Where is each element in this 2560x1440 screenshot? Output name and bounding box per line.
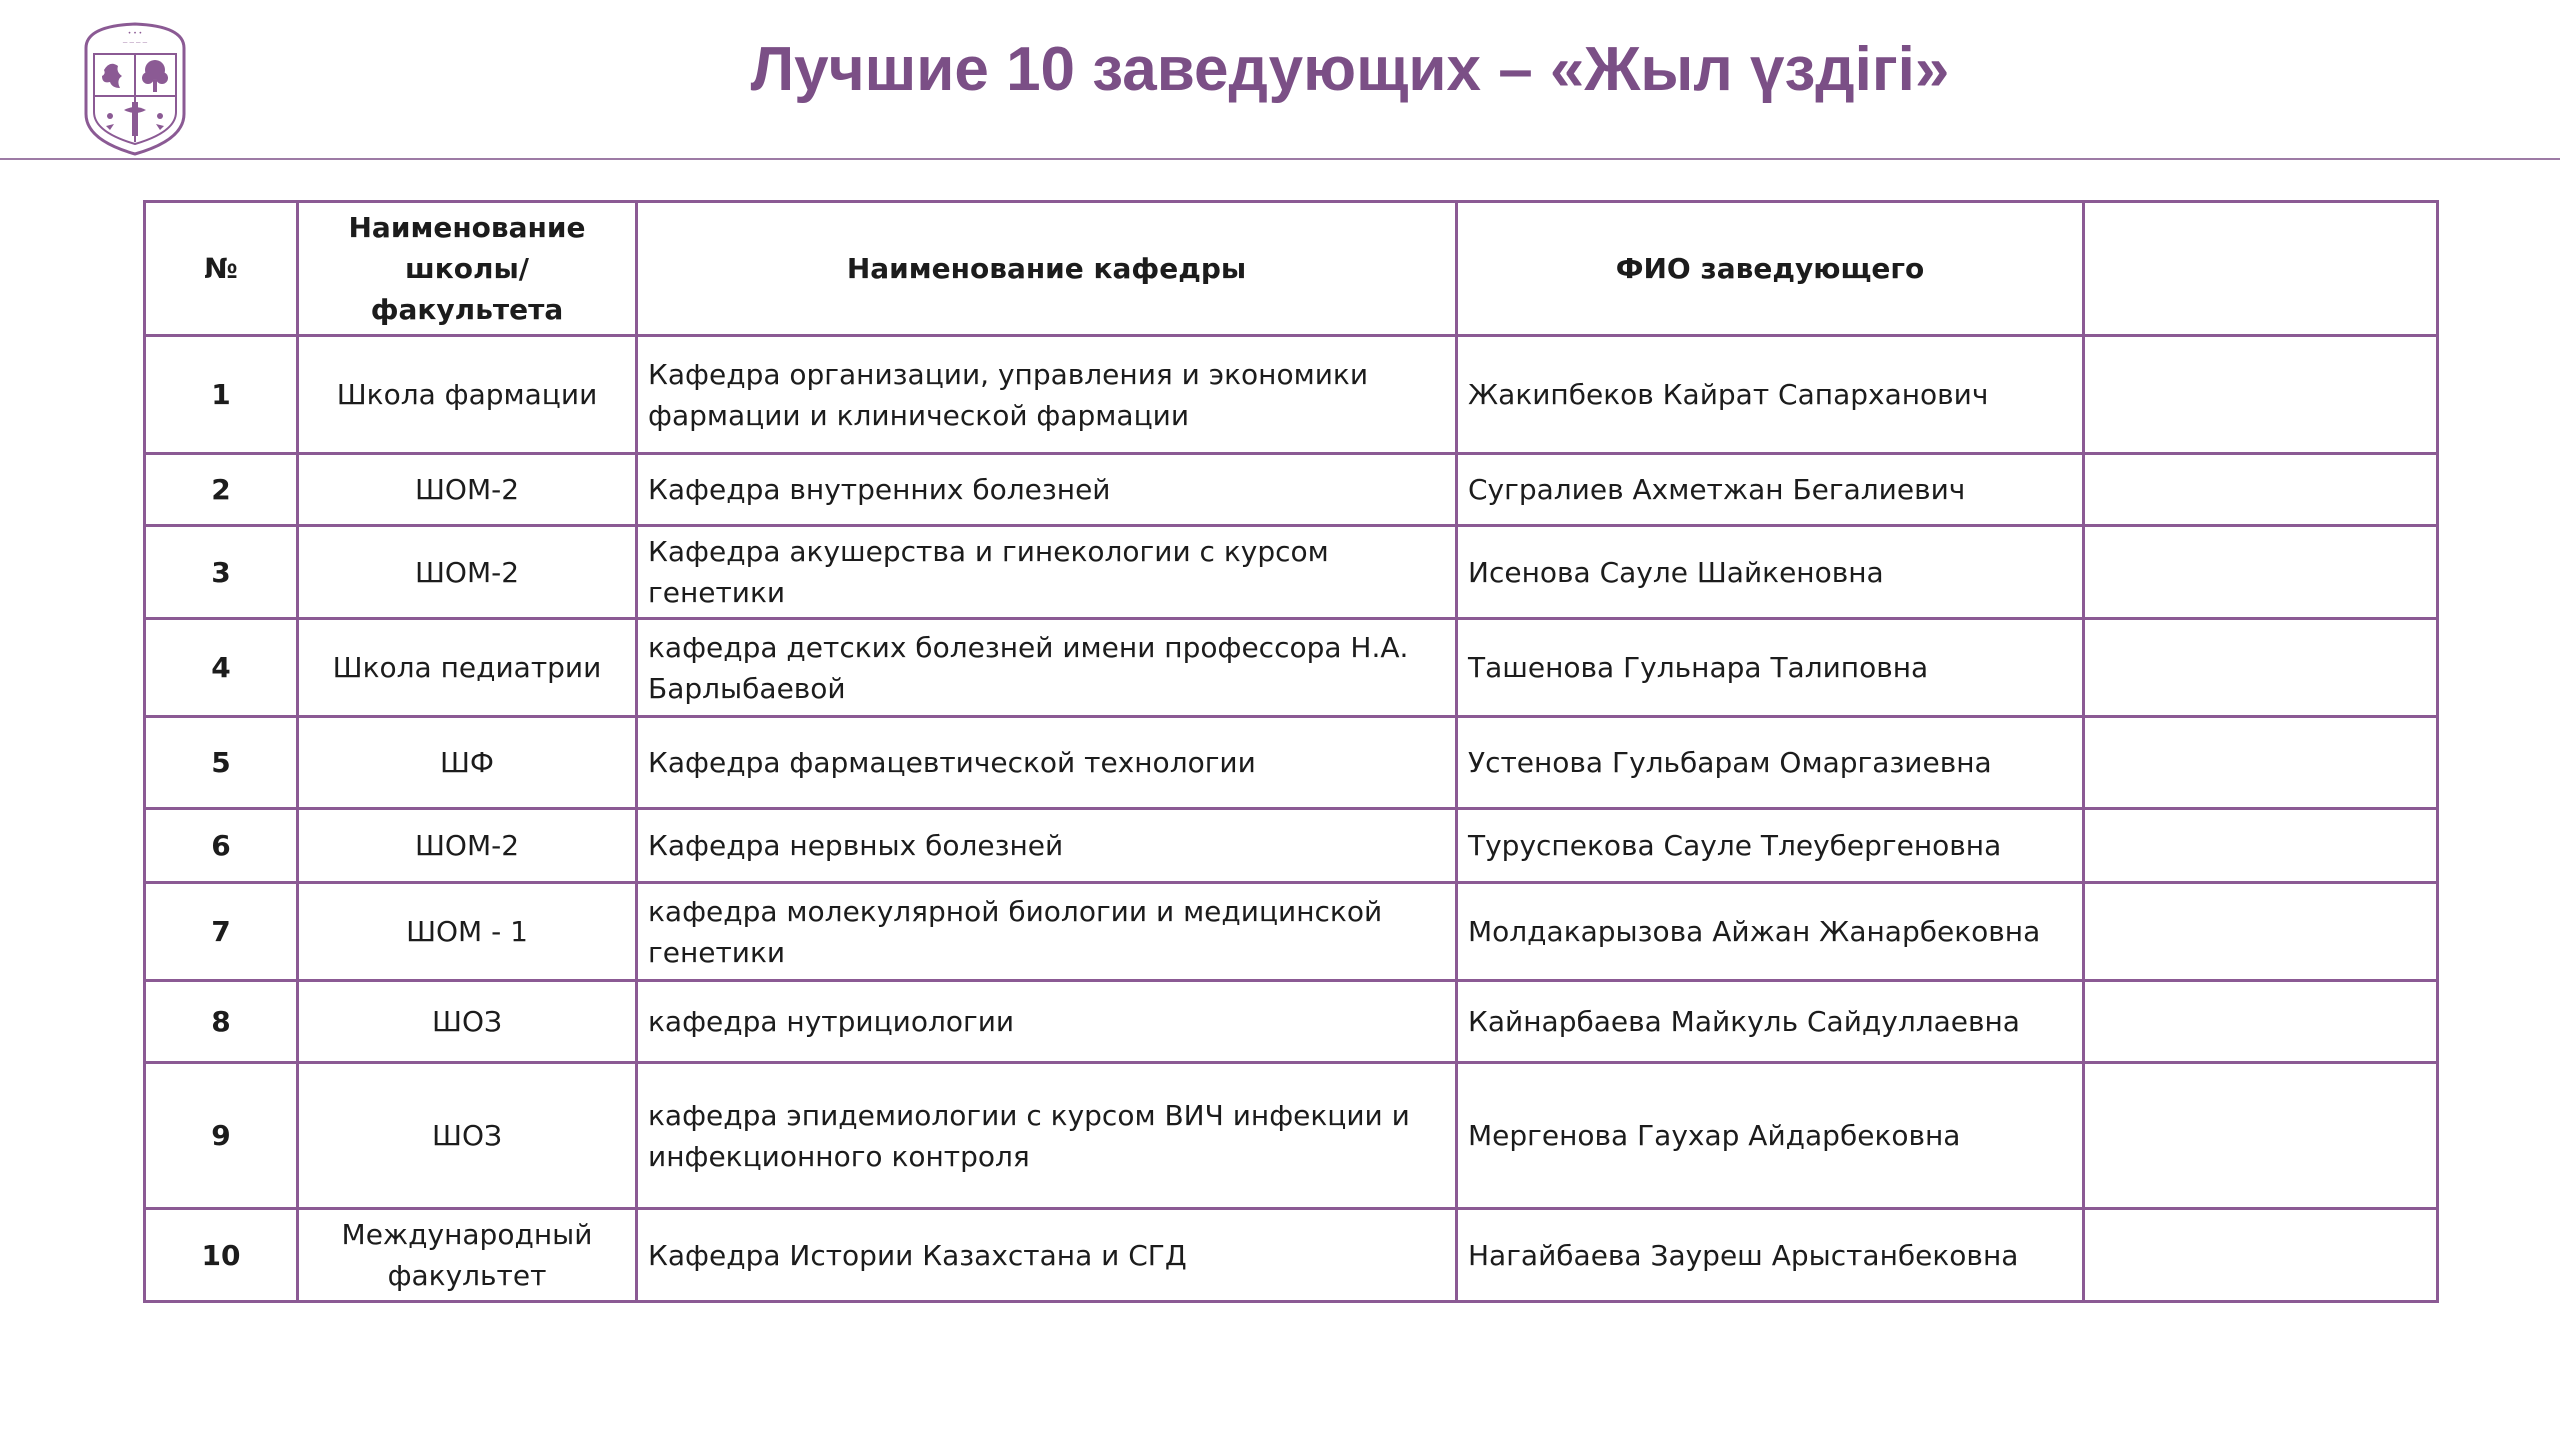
cell-school: ШОМ-2 — [298, 809, 637, 883]
cell-num: 3 — [145, 526, 298, 619]
table-row — [145, 526, 2438, 619]
cell-department: кафедра молекулярной биологии и медицинской генетики — [637, 883, 1457, 981]
cell-extra — [2084, 883, 2438, 981]
cell-department: кафедра детских болезней имени профессора Н.А. Барлыбаевой — [637, 619, 1457, 717]
cell-num: 9 — [145, 1063, 298, 1209]
cell-extra — [2084, 336, 2438, 454]
header-department: Наименование кафедры — [637, 202, 1457, 336]
table-row — [145, 1209, 2438, 1302]
cell-head: Ташенова Гульнара Талиповна — [1457, 619, 2084, 717]
table-row — [145, 336, 2438, 454]
leaders-table — [143, 200, 2439, 1303]
cell-head: Кайнарбаева Майкуль Сайдуллаевна — [1457, 981, 2084, 1063]
cell-department: кафедра эпидемиологии с курсом ВИЧ инфекции и инфекционного контроля — [637, 1063, 1457, 1209]
cell-head: Устенова Гульбарам Омаргазиевна — [1457, 717, 2084, 809]
cell-num: 10 — [145, 1209, 298, 1302]
cell-school: Международный факультет — [298, 1209, 637, 1302]
cell-extra — [2084, 619, 2438, 717]
cell-num: 5 — [145, 717, 298, 809]
table-row — [145, 1063, 2438, 1209]
cell-school: ШОЗ — [298, 981, 637, 1063]
svg-text:• • •: • • • — [127, 30, 143, 37]
cell-department: Кафедра Истории Казахстана и СГД — [637, 1209, 1457, 1302]
cell-num: 4 — [145, 619, 298, 717]
cell-num: 2 — [145, 454, 298, 526]
cell-head: Исенова Сауле Шайкеновна — [1457, 526, 2084, 619]
header-extra — [2084, 202, 2438, 336]
cell-school: ШФ — [298, 717, 637, 809]
page-title: Лучшие 10 заведующих – «Жыл үздігі» — [750, 35, 1950, 104]
cell-department: Кафедра акушерства и гинекологии с курсом генетики — [637, 526, 1457, 619]
cell-head: Мергенова Гаухар Айдарбековна — [1457, 1063, 2084, 1209]
cell-school: ШОМ-2 — [298, 526, 637, 619]
cell-extra — [2084, 717, 2438, 809]
cell-num: 6 — [145, 809, 298, 883]
cell-school: ШОМ-2 — [298, 454, 637, 526]
cell-extra — [2084, 1063, 2438, 1209]
university-logo-icon — [76, 18, 194, 160]
cell-num: 1 — [145, 336, 298, 454]
table-row — [145, 809, 2438, 883]
header-school-line2: школы/факультета — [370, 252, 564, 326]
cell-head: Молдакарызова Айжан Жанарбековна — [1457, 883, 2084, 981]
cell-head: Туруспекова Сауле Тлеубергеновна — [1457, 809, 2084, 883]
header-num: № — [145, 202, 298, 336]
svg-text:— — — —: — — — — — [122, 40, 148, 46]
cell-department: Кафедра фармацевтической технологии — [637, 717, 1457, 809]
cell-school: ШОЗ — [298, 1063, 637, 1209]
cell-extra — [2084, 526, 2438, 619]
cell-extra — [2084, 981, 2438, 1063]
header-school — [298, 202, 637, 336]
cell-head: Сугралиев Ахметжан Бегалиевич — [1457, 454, 2084, 526]
cell-department: кафедра нутрициологии — [637, 981, 1457, 1063]
cell-school: ШОМ - 1 — [298, 883, 637, 981]
cell-school: Школа фармации — [298, 336, 637, 454]
header-head: ФИО заведующего — [1457, 202, 2084, 336]
table-row — [145, 883, 2438, 981]
cell-department: Кафедра организации, управления и экономики фармации и клинической фармации — [637, 336, 1457, 454]
cell-department: Кафедра нервных болезней — [637, 809, 1457, 883]
table-row — [145, 619, 2438, 717]
table-row — [145, 717, 2438, 809]
cell-department: Кафедра внутренних болезней — [637, 454, 1457, 526]
table-row — [145, 981, 2438, 1063]
cell-extra — [2084, 454, 2438, 526]
header-divider — [0, 158, 2560, 160]
cell-num: 8 — [145, 981, 298, 1063]
cell-num: 7 — [145, 883, 298, 981]
cell-extra — [2084, 809, 2438, 883]
cell-extra — [2084, 1209, 2438, 1302]
cell-head: Нагайбаева Зауреш Арыстанбековна — [1457, 1209, 2084, 1302]
cell-head: Жакипбеков Кайрат Сапарханович — [1457, 336, 2084, 454]
table-header-row — [145, 202, 2438, 336]
table-row — [145, 454, 2438, 526]
header-school-line1: Наименование — [348, 211, 586, 244]
cell-school: Школа педиатрии — [298, 619, 637, 717]
